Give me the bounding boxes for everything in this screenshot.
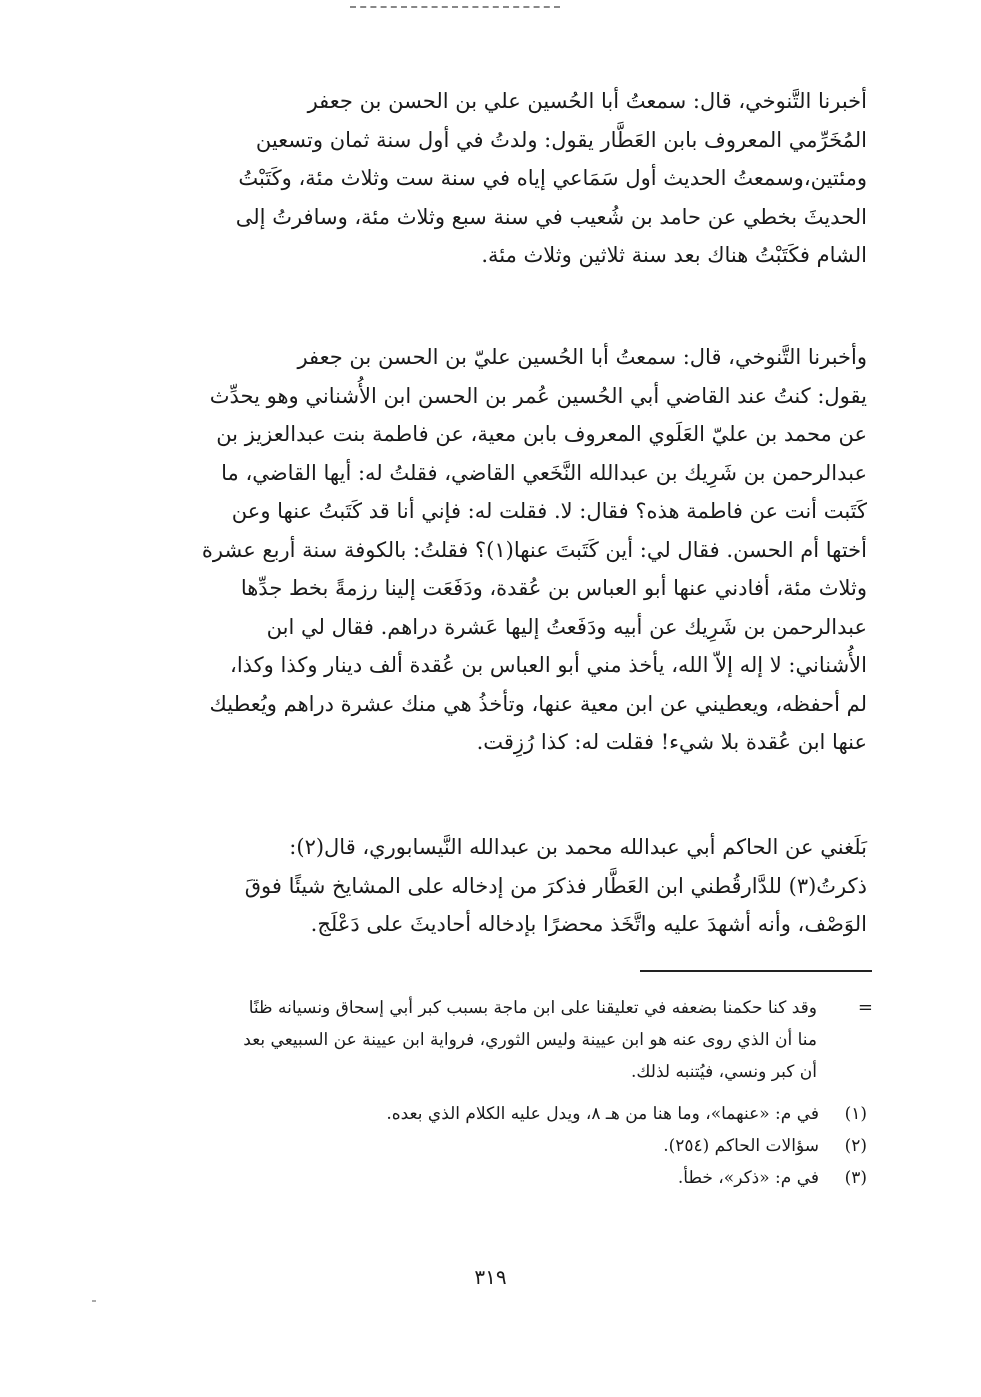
text-line: وأخبرنا التَّنوخي، قال: سمعتُ أبا الحُسين عليّ بن الحسن بن جعفر [297,345,867,369]
text-line: يقول: كنتُ عند القاضي أبي الحُسين عُمر بن الحسن ابن الأُشناني وهو يحدِّث [209,383,867,408]
paragraph-2 [155,338,867,762]
footnote-text: سؤالات الحاكم (٢٥٤). [663,1136,819,1156]
text-line: عبدالرحمن بن شَرِيك بن عبدالله النَّخَعي القاضي، فقلتُ له: أيها القاضي، ما [221,460,867,485]
footnote-item [155,1098,867,1130]
footnote-item [155,1162,867,1194]
footnote-text: في م: «عنهما»، وما هنا من هـ ٨، ويدل عليه الكلام الذي بعده. [386,1104,819,1124]
footnote-number: (٣) [844,1168,867,1188]
text-line: عبدالرحمن بن شَرِيك عن أبيه ودَفَعتُ إليها عَشرة دراهم. فقال لي ابن [266,614,867,639]
footnote-number: (٢) [844,1136,867,1156]
text-line: كَتَبت أنت عن فاطمة هذه؟ فقال: لا. فقلت له: فإني أنا قد كَتَبتُ عنها وعن [231,499,867,523]
text-line: الحديثَ بخطي عن حامد بن شُعيب في سنة سبع وثلاث مئة، وسافرتُ إلى [235,204,867,229]
text-line: عن محمد بن عليّ العَلَوي المعروف بابن معية، عن فاطمة بنت عبدالعزيز بن [216,422,867,446]
text-line: الوَصْف، وأنه أشهدَ عليه واتَّخَذ محضرًا بإدخاله أحاديثَ على دَعْلَج. [310,912,867,936]
text-line: ذكرتُ(٣) للدَّارقُطني ابن العَطَّار فذكرَ من إدخاله على المشايخ شيئًا فوقَ [244,873,867,898]
text-line: عنها ابن عُقدة بلا شيء! فقلت له: كذا رُزِقت. [476,730,867,754]
footnote-item [155,1130,867,1162]
text-line: أخبرنا التَّنوخي، قال: سمعتُ أبا الحُسين علي بن الحسن بن جعفر [307,89,867,113]
paragraph-1 [155,82,867,275]
footnote-separator [640,970,872,972]
footnote-continuation [155,992,873,1088]
text-line: المُخَرِّمي المعروف بابن العَطَّار يقول: ولدتُ في أول سنة ثمان وتسعين [255,127,867,152]
scan-speck [92,1300,96,1302]
footnote-line: أن كبر ونسي، فيُتنبه لذلك. [631,1062,817,1082]
text-line: أختها أم الحسن. فقال لي: أين كَتَبتَ عنها(١)؟ فقلتُ: بالكوفة سنة أربع عشرة [201,537,867,562]
footnote-list [155,1098,867,1194]
footnote-number: (١) [844,1104,867,1124]
text-line: ومئتين،وسمعتُ الحديث أول سَمَاعي إياه في سنة ست وثلاث مئة، وكَتَبْتُ [238,166,867,190]
footnote-text: في م: «ذكر»، خطأ. [677,1168,819,1188]
text-line: لم أحفظه، ويعطيني عن ابن معية عنها، وتأخذُ هي منك عشرة دراهم ويُعطيك [209,691,867,716]
top-decorative-rule [350,6,560,8]
paragraph-3 [155,828,867,944]
text-line: الأُشناني: لا إله إلاّ الله، يأخذ مني أبو العباس بن عُقدة ألف دينار وكذا وكذا، [230,653,867,677]
text-line: وثلاث مئة، أفادني عنها أبو العباس بن عُقدة، ودَفَعَت إلينا رزمةً بخط جدِّها [240,576,867,600]
page-number: ٣١٩ [474,1265,507,1289]
footnote-line: وقد كنا حكمنا بضعفه في تعليقنا على ابن ماجة بسبب كبر أبي إسحاق ونسيانه ظنًا [248,998,817,1018]
continuation-mark: = [857,997,873,1018]
text-line: بَلَغني عن الحاكم أبي عبدالله محمد بن عبدالله النَّيسابوري، قال(٢): [289,835,867,859]
footnote-line: منا أن الذي روى عنه هو ابن عيينة وليس الثوري، فرواية ابن عيينة عن السبيعي بعد [243,1030,817,1050]
text-line: الشام فكَتَبْتُ هناك بعد سنة ثلاثين وثلاث مئة. [481,243,867,267]
